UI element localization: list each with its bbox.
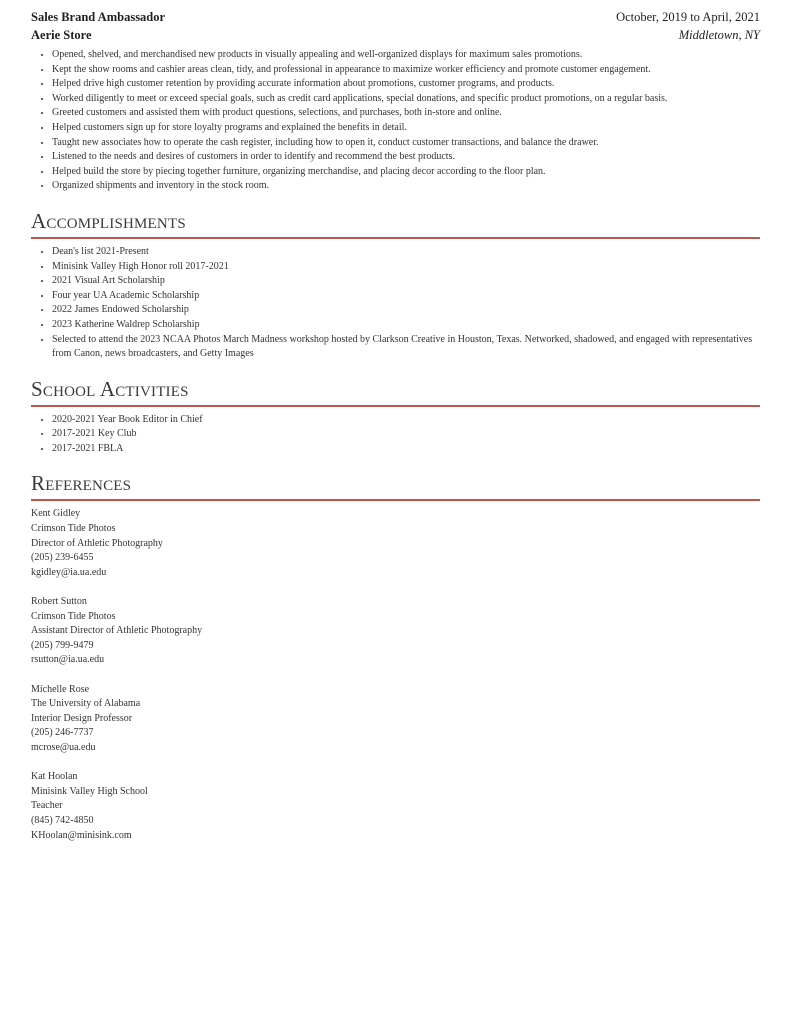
list-item: • Helped drive high customer retention by providing accurate information about promotions, customer programs, and products. [52,77,760,92]
list-item: • 2023 Katherine Waldrep Scholarship [52,318,760,333]
list-item: • Helped customers sign up for store loyalty programs and explained the benefits in detail. [52,121,760,136]
reference-role: Director of Athletic Photography [31,537,163,549]
reference-email: KHoolan@minisink.com [31,829,132,841]
list-item: • Four year UA Academic Scholarship [52,289,760,304]
reference-organization: Minisink Valley High School [31,785,148,797]
reference-role: Teacher [31,800,63,812]
job-title: Sales Brand Ambassador [31,10,166,24]
school-activities-list [31,413,760,457]
reference-phone: (205) 246-7737 [31,727,94,739]
job-duties-list [31,48,760,194]
list-item: • Greeted customers and assisted them with product questions, selections, and purchases, both in-store and online. [52,106,760,121]
reference-name: Kent Gidley [31,508,81,520]
reference-organization: Crimson Tide Photos [31,523,116,535]
job-header-row-2 [31,26,760,44]
reference-entry [31,770,760,843]
reference-entry [31,683,760,756]
reference-role: Interior Design Professor [31,712,133,724]
list-item: • Taught new associates how to operate the cash register, including how to open it, conduct customer transactions, and balance the drawer. [52,136,760,151]
reference-phone: (205) 239-6455 [31,552,94,564]
reference-entry [31,595,760,668]
list-item: • 2020-2021 Year Book Editor in Chief [52,413,760,428]
list-item: • Helped build the store by piecing together furniture, organizing merchandise, and placing decor according to the floor plan. [52,165,760,180]
list-item: • Opened, shelved, and merchandised new products in visually appealing and well-organized displays for maximum sales promotions. [52,48,760,63]
job-dates: October, 2019 to April, 2021 [616,10,760,24]
section-divider [31,405,760,407]
list-item: • Minisink Valley High Honor roll 2017-2021 [52,260,760,275]
list-item: • Organized shipments and inventory in the stock room. [52,179,760,194]
reference-email: mcrose@ua.edu [31,741,96,753]
reference-phone: (845) 742-4850 [31,814,94,826]
list-item: • Kept the show rooms and cashier areas clean, tidy, and professional in appearance to maximize worker efficiency and promote customer engagement. [52,63,760,78]
job-company: Aerie Store [31,28,92,42]
list-item: • 2017-2021 FBLA [52,442,760,457]
list-item: • 2022 James Endowed Scholarship [52,303,760,318]
reference-role: Assistant Director of Athletic Photography [31,625,203,637]
reference-email: kgidley@ia.ua.edu [31,566,107,578]
reference-phone: (205) 799-9479 [31,639,94,651]
reference-email: rsutton@ia.ua.edu [31,654,105,666]
references-heading: References [31,471,132,496]
list-item: • 2017-2021 Key Club [52,427,760,442]
reference-organization: The University of Alabama [31,698,141,710]
reference-name: Robert Sutton [31,596,87,608]
school-activities-heading: School Activities [31,376,189,401]
reference-name: Kat Hoolan [31,771,78,783]
list-item: • Listened to the needs and desires of customers in order to identify and recommend the best products. [52,150,760,165]
section-divider [31,237,760,239]
accomplishments-heading: Accomplishments [31,208,186,233]
accomplishments-section [31,209,760,362]
job-header-row-1 [31,8,760,26]
accomplishments-list [31,245,760,362]
school-activities-section [31,377,760,457]
reference-entry [31,507,760,580]
references-section [31,471,760,843]
reference-name: Michelle Rose [31,683,90,695]
list-item: • 2021 Visual Art Scholarship [52,274,760,289]
list-item: • Dean's list 2021-Present [52,245,760,260]
section-divider [31,499,760,501]
list-item: • Selected to attend the 2023 NCAA Photos March Madness workshop hosted by Clarkson Creative in Houston, Texas. Networked, shadowed, and engaged with representatives from Canon, news broadcasters, and Getty Images [52,333,760,362]
list-item: • Worked diligently to meet or exceed special goals, such as credit card applications, special donations, and specific product promotions, on a regular basis. [52,92,760,107]
job-location: Middletown, NY [678,28,760,42]
reference-organization: Crimson Tide Photos [31,610,116,622]
